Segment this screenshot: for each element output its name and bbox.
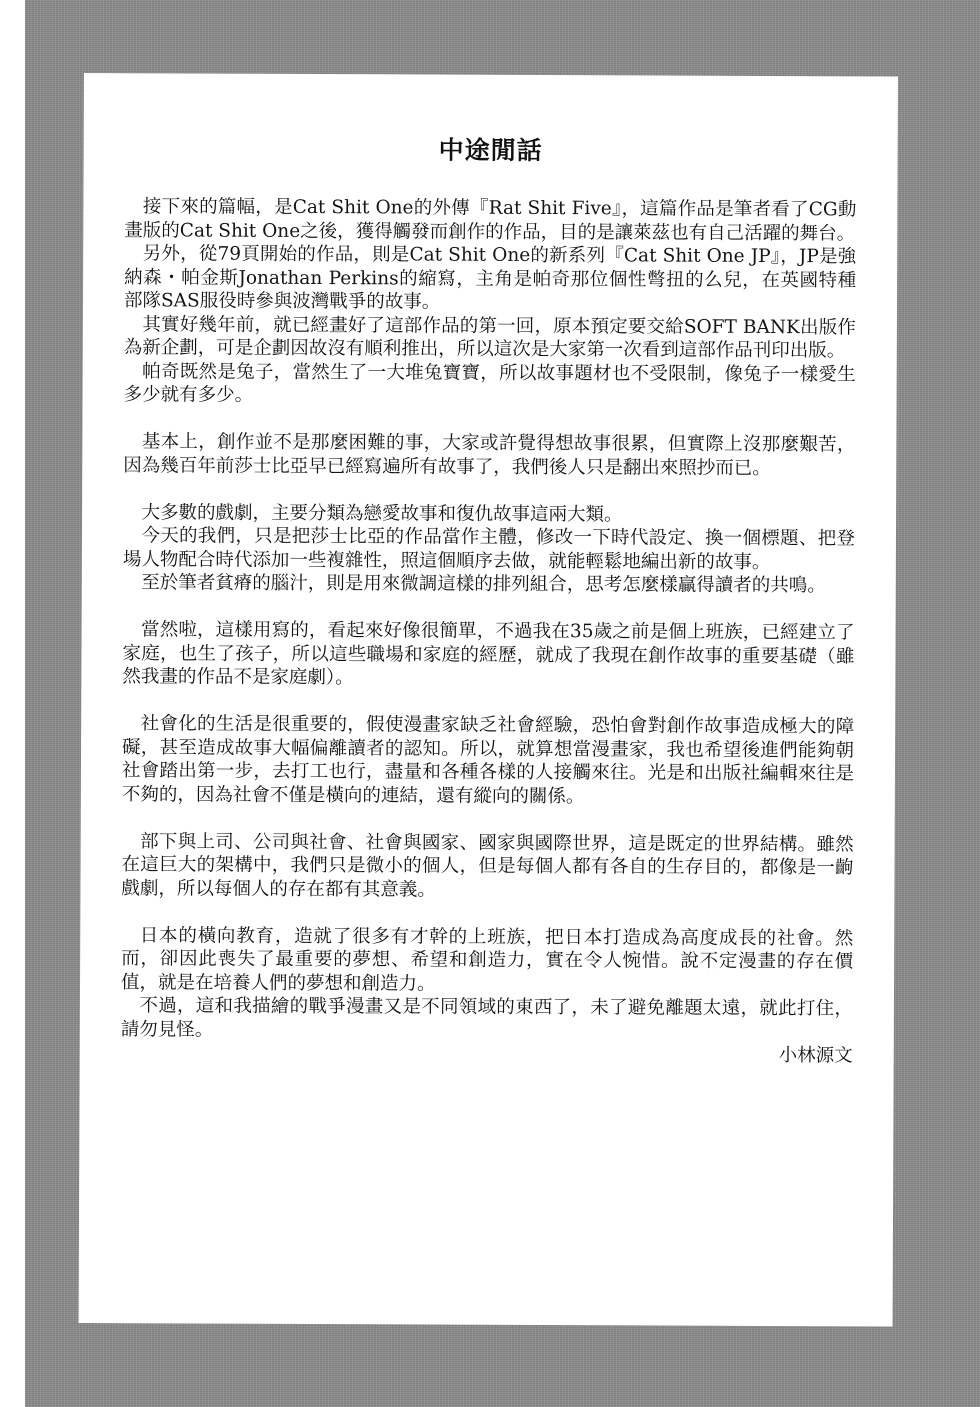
paragraph: 部下與上司、公司與社會、社會與國家、國家與國際世界，這是既定的世界結構。雖然在這巨大的架構中，我們只是微小的個人，但是每個人都有各自的生存目的，都像是一齣戲劇，所以每個人的存在都有其意義。 [121,830,854,901]
paragraph: 社會化的生活是很重要的，假使漫畫家缺乏社會經驗，恐怕會對創作故事造成極大的障礙，甚至造成故事大幅偏離讀者的認知。所以，就算想當漫畫家，我也希望後進們能夠朝社會踏出第一步，去打工也行，盡量和各種各樣的人接觸來往。光是和出版社編輯來往是不夠的，因為社會不僅是橫向的連結，還有縱向的關係。 [121,713,855,807]
paragraph: 其實好幾年前，就已經畫好了這部作品的第一回，原本預定要交給SOFT BANK出版作為新企劃，可是企劃因故沒有順利推出，所以這次是大家第一次看到這部作品刊印出版。 [123,313,856,362]
paragraph-gap [123,595,855,622]
paragraph: 基本上，創作並不是那麼困難的事，大家或許覺得想故事很累，但實際上沒那麼艱苦，因為幾百年前莎士比亞早已經寫遍所有故事了，我們後人只是翻出來照抄而已。 [123,431,856,479]
paragraph-gap [121,900,853,927]
paragraph: 當然啦，這樣用寫的，看起來好像很簡單，不過我在35歲之前是個上班族，已經建立了家庭，也生了孩子，所以這些職場和家庭的經歷，就成了我現在創作故事的重要基礎（雖然我畫的作品不是家庭劇）。 [122,619,855,689]
paragraph: 至於筆者貧瘠的腦汁，則是用來微調這樣的排列組合，思考怎麼樣贏得讀者的共鳴。 [141,572,826,597]
paragraph: 接下來的篇幅，是Cat Shit One的外傳『Rat Shit Five』，這篇作品是筆者看了CG動畫版的Cat Shit One之後，獲得觸發而創作的作品，目的是讓萊茲也有自己活躍的舞台。 [124,196,857,244]
paragraph-gap [123,477,855,504]
paragraph: 另外，從79頁開始的作品，則是Cat Shit One的新系列『Cat Shit One JP』，JP是強納森・帕金斯Jonathan Perkins的縮寫，主角是帕奇那位個性彆扭的么兒，在英國特種部隊SAS服役時參與波灣戰爭的故事。 [123,243,857,313]
paragraph-gap [122,689,854,716]
paragraph-gap [122,806,854,833]
article-body [121,195,857,1068]
paragraph: 日本的橫向教育，造就了很多有才幹的上班族，把日本打造成為高度成長的社會。然而，卻因此喪失了最重要的夢想、希望和創造力，實在令人惋惜。說不定漫畫的存在價值，就是在培養人們的夢想和創造力。 [120,924,854,995]
author-signature: 小林源文 [778,1045,853,1067]
paragraph-gap [123,407,855,434]
paragraph: 帕奇既然是兔子，當然生了一大堆兔寶寶，所以故事題材也不受限制，像兔子一樣愛生多少就有多少。 [123,360,856,406]
paragraph: 大多數的戲劇，主要分類為戀愛故事和復仇故事這兩大類。 [141,501,623,525]
page-title: 中途閒話 [438,135,543,166]
paragraph: 不過，這和我描繪的戰爭漫畫又是不同領域的東西了，未了避免離題太遠，就此打住，請勿見怪。 [120,995,853,1041]
paragraph: 今天的我們，只是把莎士比亞的作品當作主體，修改一下時代設定、換一個標題、把登場人物配合時代添加一些複雜性，照這個順序去做，就能輕鬆地編出新的故事。 [122,525,856,573]
text-panel [79,73,898,1327]
